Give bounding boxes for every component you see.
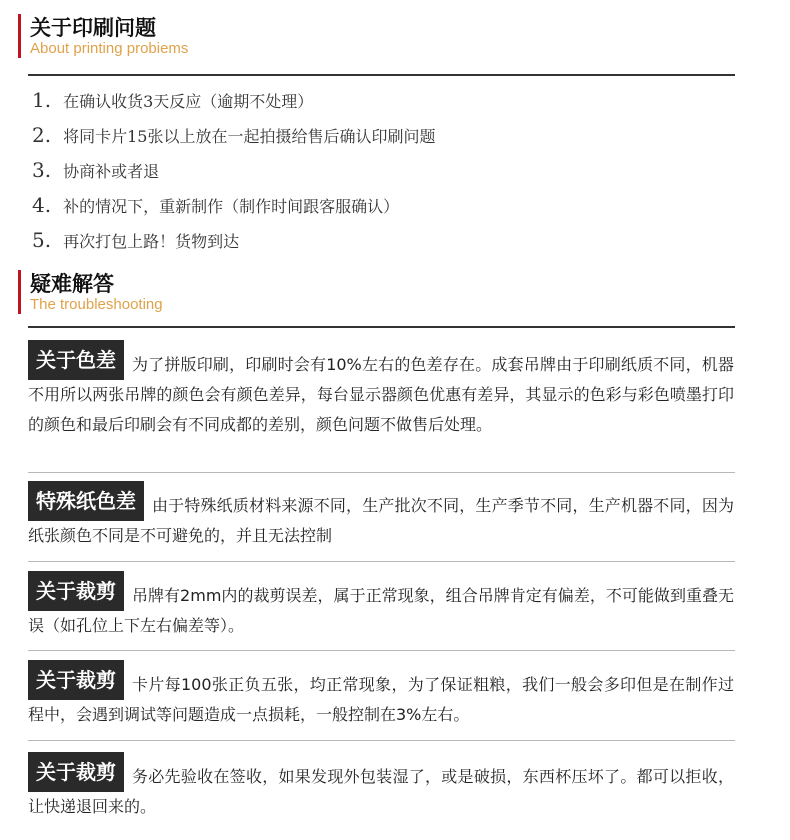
- step-number: 1.: [32, 88, 52, 112]
- step-text: 再次打包上路！货物到达: [63, 232, 240, 251]
- faq-text: 吊牌有2mm内的裁剪误差，属于正常现象，组合吊牌肯定有偏差，不可能做到重叠无误（如孔位上下左右偏差等）。: [28, 586, 734, 635]
- step-item: [32, 228, 239, 254]
- step-item: [32, 123, 435, 149]
- step-item: [32, 193, 399, 219]
- faq-tag: 关于裁剪: [28, 752, 124, 792]
- faq-text: 卡片每100张正负五张，均正常现象，为了保证粗粮，我们一般会多印但是在制作过程中，会遇到调试等问题造成一点损耗，一般控制在3%左右。: [28, 675, 734, 724]
- faq-item: [28, 752, 734, 822]
- divider: [28, 74, 735, 76]
- divider: [28, 740, 735, 741]
- faq-item: [28, 571, 734, 641]
- section-title: 疑难解答: [30, 272, 114, 296]
- step-number: 4.: [32, 193, 52, 217]
- step-item: [32, 158, 159, 184]
- accent-bar: [18, 270, 21, 314]
- faq-text: 为了拼版印刷，印刷时会有10%左右的色差存在。成套吊牌由于印刷纸质不同，机器不用所以两张吊牌的颜色会有颜色差异，每台显示器颜色优惠有差异，其显示的色彩与彩色喷墨打印的颜色和最后印刷会有不同成都的差别，颜色问题不做售后处理。: [28, 355, 734, 434]
- faq-text: 务必先验收在签收，如果发现外包装湿了，或是破损，东西杯压坏了。都可以拒收，让快递退回来的。: [28, 767, 734, 816]
- step-text: 协商补或者退: [63, 162, 160, 181]
- faq-tag: 关于色差: [28, 340, 124, 380]
- accent-bar: [18, 14, 21, 58]
- faq-text: 由于特殊纸质材料来源不同，生产批次不同，生产季节不同，生产机器不同，因为纸张颜色不同是不可避免的，并且无法控制: [28, 496, 734, 545]
- step-number: 3.: [32, 158, 52, 182]
- step-item: [32, 88, 313, 114]
- step-number: 5.: [32, 228, 52, 252]
- faq-item: [28, 660, 734, 730]
- section-title: 关于印刷问题: [30, 16, 156, 40]
- divider: [28, 472, 735, 473]
- step-text: 在确认收货3天反应（逾期不处理）: [63, 92, 314, 111]
- divider: [28, 561, 735, 562]
- faq-item: [28, 481, 734, 551]
- section-subtitle: About printing probiems: [30, 40, 189, 57]
- faq-tag: 关于裁剪: [28, 660, 124, 700]
- section-subtitle: The troubleshooting: [30, 296, 163, 313]
- step-number: 2.: [32, 123, 52, 147]
- step-text: 补的情况下，重新制作（制作时间跟客服确认）: [63, 197, 400, 216]
- faq-item: [28, 340, 734, 440]
- step-text: 将同卡片15张以上放在一起拍摄给售后确认印刷问题: [63, 127, 436, 146]
- faq-tag: 特殊纸色差: [28, 481, 144, 521]
- divider: [28, 326, 735, 328]
- faq-tag: 关于裁剪: [28, 571, 124, 611]
- divider: [28, 650, 735, 651]
